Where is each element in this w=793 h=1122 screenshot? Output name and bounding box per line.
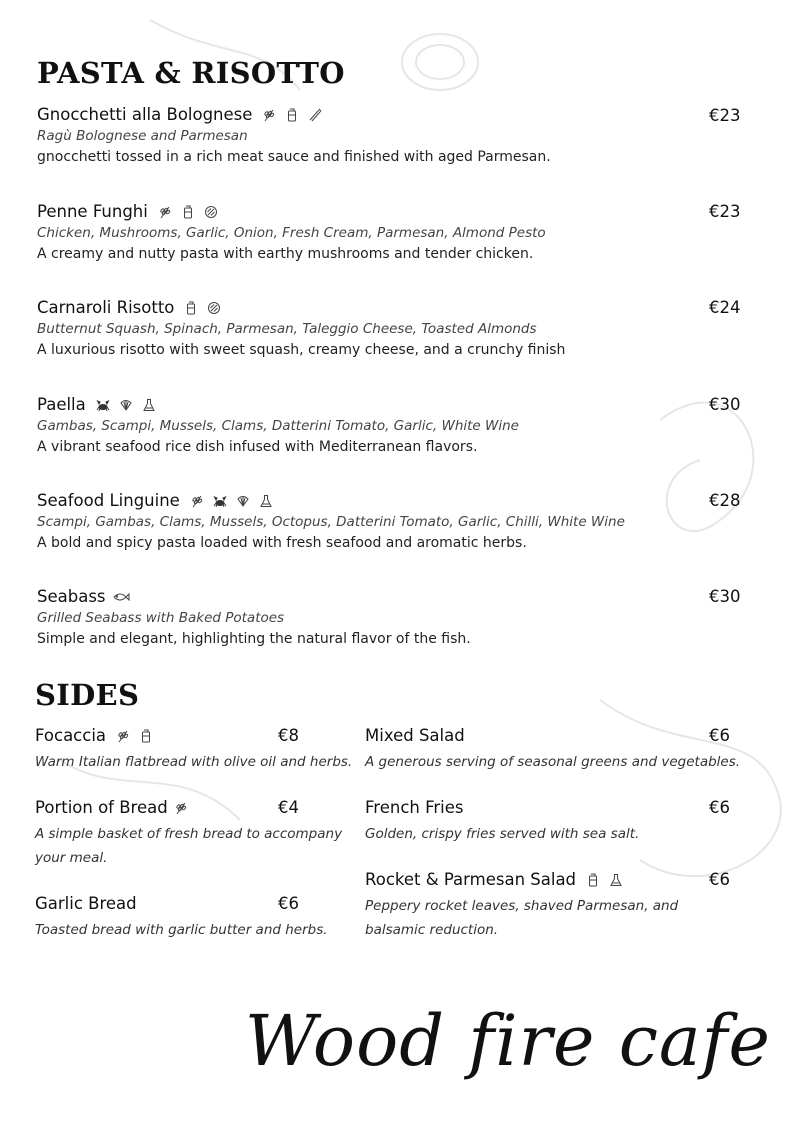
side-item-garlic-bread bbox=[35, 894, 355, 942]
gluten-icon bbox=[190, 494, 204, 508]
side-item-french-fries bbox=[365, 798, 745, 846]
item-price: €4 bbox=[278, 798, 299, 817]
dairy-icon bbox=[181, 205, 195, 219]
item-name: Seabass bbox=[37, 587, 106, 606]
item-price: €28 bbox=[709, 491, 741, 510]
dairy-icon bbox=[139, 729, 153, 743]
item-price: €30 bbox=[709, 395, 741, 414]
item-description: A bold and spicy pasta loaded with fresh seafood and aromatic herbs. bbox=[37, 535, 527, 551]
item-ingredients: Grilled Seabass with Baked Potatoes bbox=[37, 610, 285, 626]
item-description: A creamy and nutty pasta with earthy mushrooms and tender chicken. bbox=[37, 246, 534, 262]
nuts-icon bbox=[207, 301, 221, 315]
item-description: A simple basket of fresh bread to accompany your meal. bbox=[35, 826, 343, 866]
gluten-icon bbox=[158, 205, 172, 219]
item-name: Rocket & Parmesan Salad bbox=[365, 870, 577, 889]
item-ingredients: Ragù Bolognese and Parmesan bbox=[37, 128, 248, 144]
item-name: Garlic Bread bbox=[35, 894, 137, 913]
item-name: Focaccia bbox=[35, 726, 107, 745]
menu-item-penne-funghi bbox=[37, 202, 546, 262]
item-price: €6 bbox=[278, 894, 299, 913]
side-item-focaccia bbox=[35, 726, 355, 774]
side-item-mixed-salad bbox=[365, 726, 765, 774]
item-description: Peppery rocket leaves, shaved Parmesan, and balsamic reduction. bbox=[365, 898, 679, 938]
item-name: French Fries bbox=[365, 798, 464, 817]
item-price: €30 bbox=[709, 587, 741, 606]
item-description: Warm Italian flatbread with olive oil and herbs. bbox=[35, 754, 353, 770]
item-description: A generous serving of seasonal greens and vegetables. bbox=[365, 754, 741, 770]
item-description: Golden, crispy fries served with sea salt. bbox=[365, 826, 640, 842]
item-name: Mixed Salad bbox=[365, 726, 465, 745]
item-description: A luxurious risotto with sweet squash, creamy cheese, and a crunchy finish bbox=[37, 342, 566, 358]
menu-item-seabass bbox=[37, 587, 471, 647]
crustacean-icon bbox=[213, 494, 227, 508]
item-ingredients: Chicken, Mushrooms, Garlic, Onion, Fresh Cream, Parmesan, Almond Pesto bbox=[37, 225, 546, 241]
gluten-icon bbox=[174, 801, 188, 815]
item-name: Gnocchetti alla Bolognese bbox=[37, 105, 253, 124]
item-ingredients: Butternut Squash, Spinach, Parmesan, Taleggio Cheese, Toasted Almonds bbox=[37, 321, 537, 337]
sulphites-icon bbox=[259, 494, 273, 508]
menu-item-seafood-linguine bbox=[37, 491, 625, 551]
fish-icon bbox=[112, 590, 130, 604]
brand-logo-text: Wood fire cafe bbox=[244, 1000, 771, 1082]
item-ingredients: Gambas, Scampi, Mussels, Clams, Datterini Tomato, Garlic, White Wine bbox=[37, 418, 519, 434]
mollusc-icon bbox=[236, 494, 250, 508]
item-name: Portion of Bread bbox=[35, 798, 168, 817]
pasta-section-title: PASTA & RISOTTO bbox=[37, 56, 345, 90]
gluten-icon bbox=[116, 729, 130, 743]
item-ingredients: Scampi, Gambas, Clams, Mussels, Octopus, Datterini Tomato, Garlic, Chilli, White Wine bbox=[37, 514, 625, 530]
menu-item-carnaroli-risotto bbox=[37, 298, 565, 358]
item-name: Paella bbox=[37, 395, 86, 414]
item-name: Carnaroli Risotto bbox=[37, 298, 175, 317]
nuts-icon bbox=[204, 205, 218, 219]
item-price: €6 bbox=[709, 870, 730, 889]
crustacean-icon bbox=[96, 398, 110, 412]
dairy-icon bbox=[184, 301, 198, 315]
side-item-rocket-parmesan-salad bbox=[365, 870, 695, 942]
dairy-icon bbox=[586, 873, 600, 887]
sides-section-title: SIDES bbox=[35, 678, 140, 712]
item-description: gnocchetti tossed in a rich meat sauce and finished with aged Parmesan. bbox=[37, 149, 551, 165]
item-price: €6 bbox=[709, 798, 730, 817]
item-description: Simple and elegant, highlighting the natural flavor of the fish. bbox=[37, 631, 471, 647]
gluten-icon bbox=[262, 108, 276, 122]
item-price: €23 bbox=[709, 202, 741, 221]
sulphites-icon bbox=[142, 398, 156, 412]
item-description: A vibrant seafood rice dish infused with Mediterranean flavors. bbox=[37, 439, 478, 455]
item-price: €23 bbox=[709, 106, 741, 125]
menu-item-gnocchetti bbox=[37, 105, 551, 165]
dairy-icon bbox=[285, 108, 299, 122]
menu-item-paella bbox=[37, 395, 519, 455]
sulphites-icon bbox=[609, 873, 623, 887]
item-name: Seafood Linguine bbox=[37, 491, 180, 510]
item-name: Penne Funghi bbox=[37, 202, 148, 221]
celery-icon bbox=[308, 108, 322, 122]
item-price: €8 bbox=[278, 726, 299, 745]
mollusc-icon bbox=[119, 398, 133, 412]
item-price: €6 bbox=[709, 726, 730, 745]
item-price: €24 bbox=[709, 298, 741, 317]
item-description: Toasted bread with garlic butter and herbs. bbox=[35, 922, 328, 938]
